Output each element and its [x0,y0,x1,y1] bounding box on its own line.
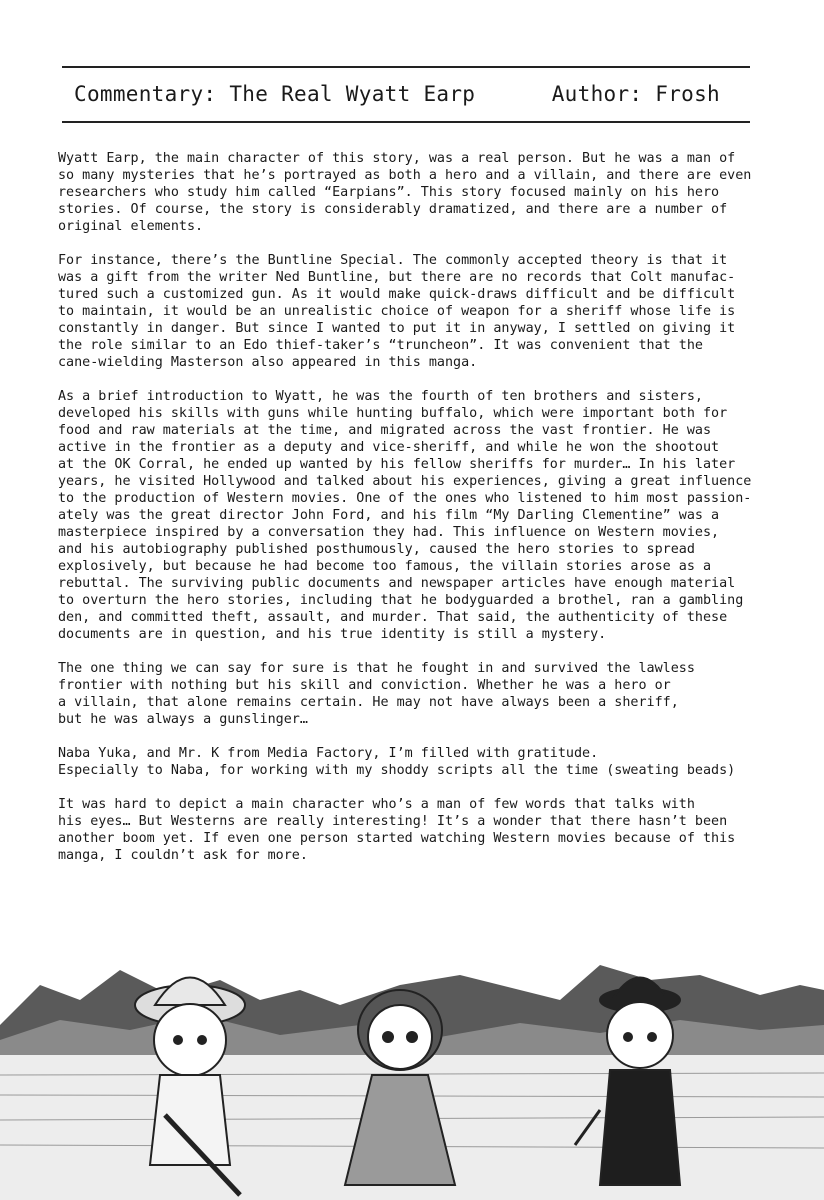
author-credit: Author: Frosh [551,82,720,106]
commentary-body [58,150,798,881]
header-bottom-rule [62,121,750,123]
page-title: Commentary: The Real Wyatt Earp [74,82,476,106]
paragraph-buntline: For instance, there’s the Buntline Special. The commonly accepted theory is that it was a gift from the writer Ned Buntline, but there are no records that Colt manufac- tured such a customized gun. As it would make quick-draws difficult and be difficult to maintain, it would be an unrealistic choice of weapon for a sheriff whose life is constantly in danger. But since I wanted to put it in anyway, I settled on giving it the role similar to an Edo thief-taker’s “truncheon”. It was convenient that the cane-wielding Masterson also appeared in this manga. [58,253,736,370]
chibi-characters-illustration [0,945,824,1200]
paragraph-closing: It was hard to depict a main character who’s a man of few words that talks with his eyes… But Westerns are really interesting! It’s a wonder that there hasn’t been another boom yet. If even one person started watching Western movies because of this manga, I couldn’t ask for more. [58,797,736,863]
commentary-header [62,66,750,124]
paragraph-thanks: Naba Yuka, and Mr. K from Media Factory, I’m filled with gratitude. Especially to Naba, for working with my shoddy scripts all the time (sweating beads) [58,746,736,778]
paragraph-conclusion: The one thing we can say for sure is that he fought in and survived the lawless frontier with nothing but his skill and conviction. Whether he was a hero or a villain, that alone remains certain. He may not have always been a sheriff, but he was always a gunslinger… [58,661,695,727]
paragraph-biography: As a brief introduction to Wyatt, he was the fourth of ten brothers and sisters, developed his skills with guns while hunting buffalo, which were important both for food and raw materials at the time, and migrated across the vast frontier. He was active in the frontier as a deputy and vice-sheriff, and while he won the shootout at the OK Corral, he ended up wanted by his fellow sheriffs for murder… In his later years, he visited Hollywood and talked about his experiences, giving a great influence to the production of Western movies. One of the ones who listened to him most passion- ately was the great director John Ford, and his film “My Darling Clementine” was a masterpiece inspired by a conversation they had. This influence on Western movies, and his autobiography published posthumously, caused the hero stories to spread explosively, but because he had become too famous, the villain stories arose as a rebuttal. The surviving public documents and newspaper articles have enough material to overturn the hero stories, including that he bodyguarded a brothel, ran a gambling den, and committed theft, assault, and murder. That said, the authenticity of these documents are in question, and his true identity is still a mystery. [58,389,752,642]
header-top-rule [62,66,750,68]
paragraph-intro: Wyatt Earp, the main character of this story, was a real person. But he was a man of so many mysteries that he’s portrayed as both a hero and a villain, and there are even researchers who study him called “Earpians”. This story focused mainly on his hero stories. Of course, the story is considerably dramatized, and there are a number of original elements. [58,151,752,234]
